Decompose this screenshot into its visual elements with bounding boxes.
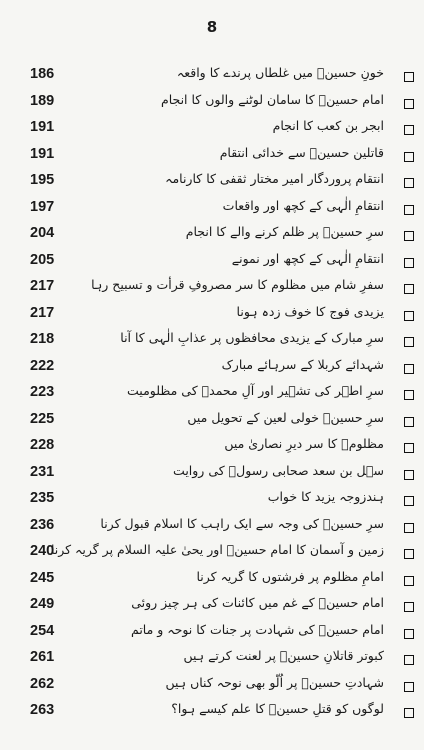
toc-entry[interactable] bbox=[0, 382, 424, 409]
toc-page-number: 235 bbox=[30, 490, 55, 506]
toc-page-number: 225 bbox=[30, 410, 55, 427]
toc-title: قاتلین حسینؑ سے خدائی انتقام bbox=[219, 144, 384, 160]
toc-page-number: 240 bbox=[30, 543, 55, 559]
toc-title: سہل بن سعد صحابی رسولؐ کی روایت bbox=[173, 462, 384, 478]
toc-title: سفرِ شام میں مظلوم کا سر مصروفِ قرأت و تسبیح رہا bbox=[91, 277, 384, 292]
toc-entry[interactable] bbox=[0, 197, 424, 224]
toc-title: شہادتِ حسینؑ پر اُلّو بھی نوحہ کناں ہیں bbox=[165, 674, 384, 690]
toc-title: یزیدی فوج کا خوف زدہ ہونا bbox=[236, 303, 384, 319]
toc-entry[interactable] bbox=[0, 541, 424, 568]
toc-entry[interactable] bbox=[0, 329, 424, 356]
toc-entry[interactable] bbox=[0, 515, 424, 542]
toc-entry[interactable] bbox=[0, 64, 424, 91]
toc-title: سرِ حسینؑ پر ظلم کرنے والے کا انجام bbox=[185, 224, 384, 239]
checkbox-bullet-icon bbox=[404, 708, 414, 718]
toc-entry[interactable] bbox=[0, 250, 424, 277]
checkbox-bullet-icon bbox=[404, 337, 414, 347]
toc-title: امام حسینؑ کے غم میں کائنات کی ہر چیز روئی bbox=[131, 595, 384, 610]
toc-page-number: 222 bbox=[30, 357, 55, 374]
checkbox-bullet-icon bbox=[404, 655, 414, 665]
toc-title: مظلومؑ کا سر دیرِ نصاریٰ میں bbox=[224, 436, 384, 451]
toc-entry[interactable] bbox=[0, 674, 424, 701]
toc-title: لوگوں کو قتلِ حسینؑ کا علم کیسے ہوا؟ bbox=[171, 701, 384, 716]
checkbox-bullet-icon bbox=[404, 311, 414, 321]
toc-title: شہدائے کربلا کے سرہائے مبارک bbox=[221, 356, 384, 372]
toc-title: انتقامِ الٰہی کے کچھ اور واقعات bbox=[222, 197, 384, 213]
checkbox-bullet-icon bbox=[404, 99, 414, 109]
toc-title: امامِ مظلوم پر فرشتوں کا گریہ کرنا bbox=[196, 568, 384, 584]
toc-entry[interactable] bbox=[0, 462, 424, 489]
checkbox-bullet-icon bbox=[404, 364, 414, 374]
toc-entry[interactable] bbox=[0, 276, 424, 303]
checkbox-bullet-icon bbox=[404, 602, 414, 612]
toc-entry[interactable] bbox=[0, 621, 424, 648]
toc-title: زمین و آسمان کا امام حسینؑ اور یحیٰ علیہ السلام پر گریہ کرنا bbox=[50, 542, 384, 557]
toc-entry[interactable] bbox=[0, 700, 424, 727]
checkbox-bullet-icon bbox=[404, 258, 414, 268]
toc-page-number: 217 bbox=[30, 304, 55, 321]
toc-title: کبوتر قاتلانِ حسینؑ پر لعنت کرتے ہیں bbox=[183, 648, 384, 663]
toc-page-number: 217 bbox=[30, 278, 55, 294]
checkbox-bullet-icon bbox=[404, 576, 414, 586]
checkbox-bullet-icon bbox=[404, 205, 414, 215]
checkbox-bullet-icon bbox=[404, 523, 414, 533]
toc-page-number: 204 bbox=[30, 225, 55, 241]
table-of-contents bbox=[0, 64, 424, 727]
checkbox-bullet-icon bbox=[404, 72, 414, 82]
toc-entry[interactable] bbox=[0, 356, 424, 383]
checkbox-bullet-icon bbox=[404, 231, 414, 241]
toc-title: امام حسینؑ کی شہادت پر جنات کا نوحہ و ماتم bbox=[131, 621, 384, 637]
toc-title: ابجر بن کعب کا انجام bbox=[272, 118, 384, 133]
toc-page-number: 195 bbox=[30, 172, 55, 188]
toc-entry[interactable] bbox=[0, 488, 424, 515]
toc-page-number: 191 bbox=[30, 119, 55, 135]
checkbox-bullet-icon bbox=[404, 417, 414, 427]
toc-title: سرِ اطہر کی تشہیر اور آلِ محمدؐ کی مظلومیت bbox=[127, 383, 384, 398]
toc-title: ہندزوجہ یزید کا خواب bbox=[267, 489, 384, 504]
toc-page-number: 223 bbox=[30, 384, 55, 400]
checkbox-bullet-icon bbox=[404, 152, 414, 162]
toc-page-number: 254 bbox=[30, 622, 55, 639]
checkbox-bullet-icon bbox=[404, 496, 414, 506]
toc-entry[interactable] bbox=[0, 91, 424, 118]
toc-page-number: 228 bbox=[30, 437, 55, 453]
checkbox-bullet-icon bbox=[404, 125, 414, 135]
toc-title: انتقامِ الٰہی کے کچھ اور نمونے bbox=[231, 250, 384, 266]
checkbox-bullet-icon bbox=[404, 549, 414, 559]
toc-page-number: 186 bbox=[30, 66, 55, 82]
toc-entry[interactable] bbox=[0, 409, 424, 436]
toc-title: سرِ حسینؑ کی وجہ سے ایک راہب کا اسلام قبول کرنا bbox=[100, 515, 384, 531]
toc-entry[interactable] bbox=[0, 594, 424, 621]
toc-page-number: 263 bbox=[30, 702, 55, 718]
toc-title: خونِ حسینؑ میں غلطاں پرندے کا واقعہ bbox=[176, 65, 384, 80]
toc-page-number: 236 bbox=[30, 516, 55, 533]
toc-page-number: 245 bbox=[30, 569, 55, 586]
toc-page-number: 197 bbox=[30, 198, 55, 215]
toc-page-number: 218 bbox=[30, 331, 55, 347]
page-number: 8 bbox=[206, 18, 218, 36]
toc-title: سرِ حسینؑ خولی لعین کے تحویل میں bbox=[187, 409, 384, 425]
toc-title: سرِ مبارک کے یزیدی محافظوں پر عذابِ الٰہی کا آنا bbox=[120, 330, 384, 345]
toc-page-number: 231 bbox=[30, 463, 55, 480]
checkbox-bullet-icon bbox=[404, 443, 414, 453]
toc-entry[interactable] bbox=[0, 223, 424, 250]
checkbox-bullet-icon bbox=[404, 284, 414, 294]
toc-title: امام حسینؑ کا سامان لوٹنے والوں کا انجام bbox=[160, 91, 384, 107]
toc-title: انتقام پروردگار امیر مختار ثقفی کا کارنامہ bbox=[165, 171, 384, 186]
toc-entry[interactable] bbox=[0, 435, 424, 462]
toc-entry[interactable] bbox=[0, 303, 424, 330]
toc-page-number: 189 bbox=[30, 92, 55, 109]
toc-entry[interactable] bbox=[0, 647, 424, 674]
checkbox-bullet-icon bbox=[404, 682, 414, 692]
checkbox-bullet-icon bbox=[404, 178, 414, 188]
toc-page-number: 191 bbox=[30, 145, 55, 162]
toc-page-number: 205 bbox=[30, 251, 55, 268]
toc-page-number: 249 bbox=[30, 596, 55, 612]
toc-entry[interactable] bbox=[0, 144, 424, 171]
toc-entry[interactable] bbox=[0, 170, 424, 197]
toc-entry[interactable] bbox=[0, 568, 424, 595]
checkbox-bullet-icon bbox=[404, 470, 414, 480]
toc-page-number: 261 bbox=[30, 649, 55, 665]
checkbox-bullet-icon bbox=[404, 390, 414, 400]
checkbox-bullet-icon bbox=[404, 629, 414, 639]
toc-page-number: 262 bbox=[30, 675, 55, 692]
toc-entry[interactable] bbox=[0, 117, 424, 144]
